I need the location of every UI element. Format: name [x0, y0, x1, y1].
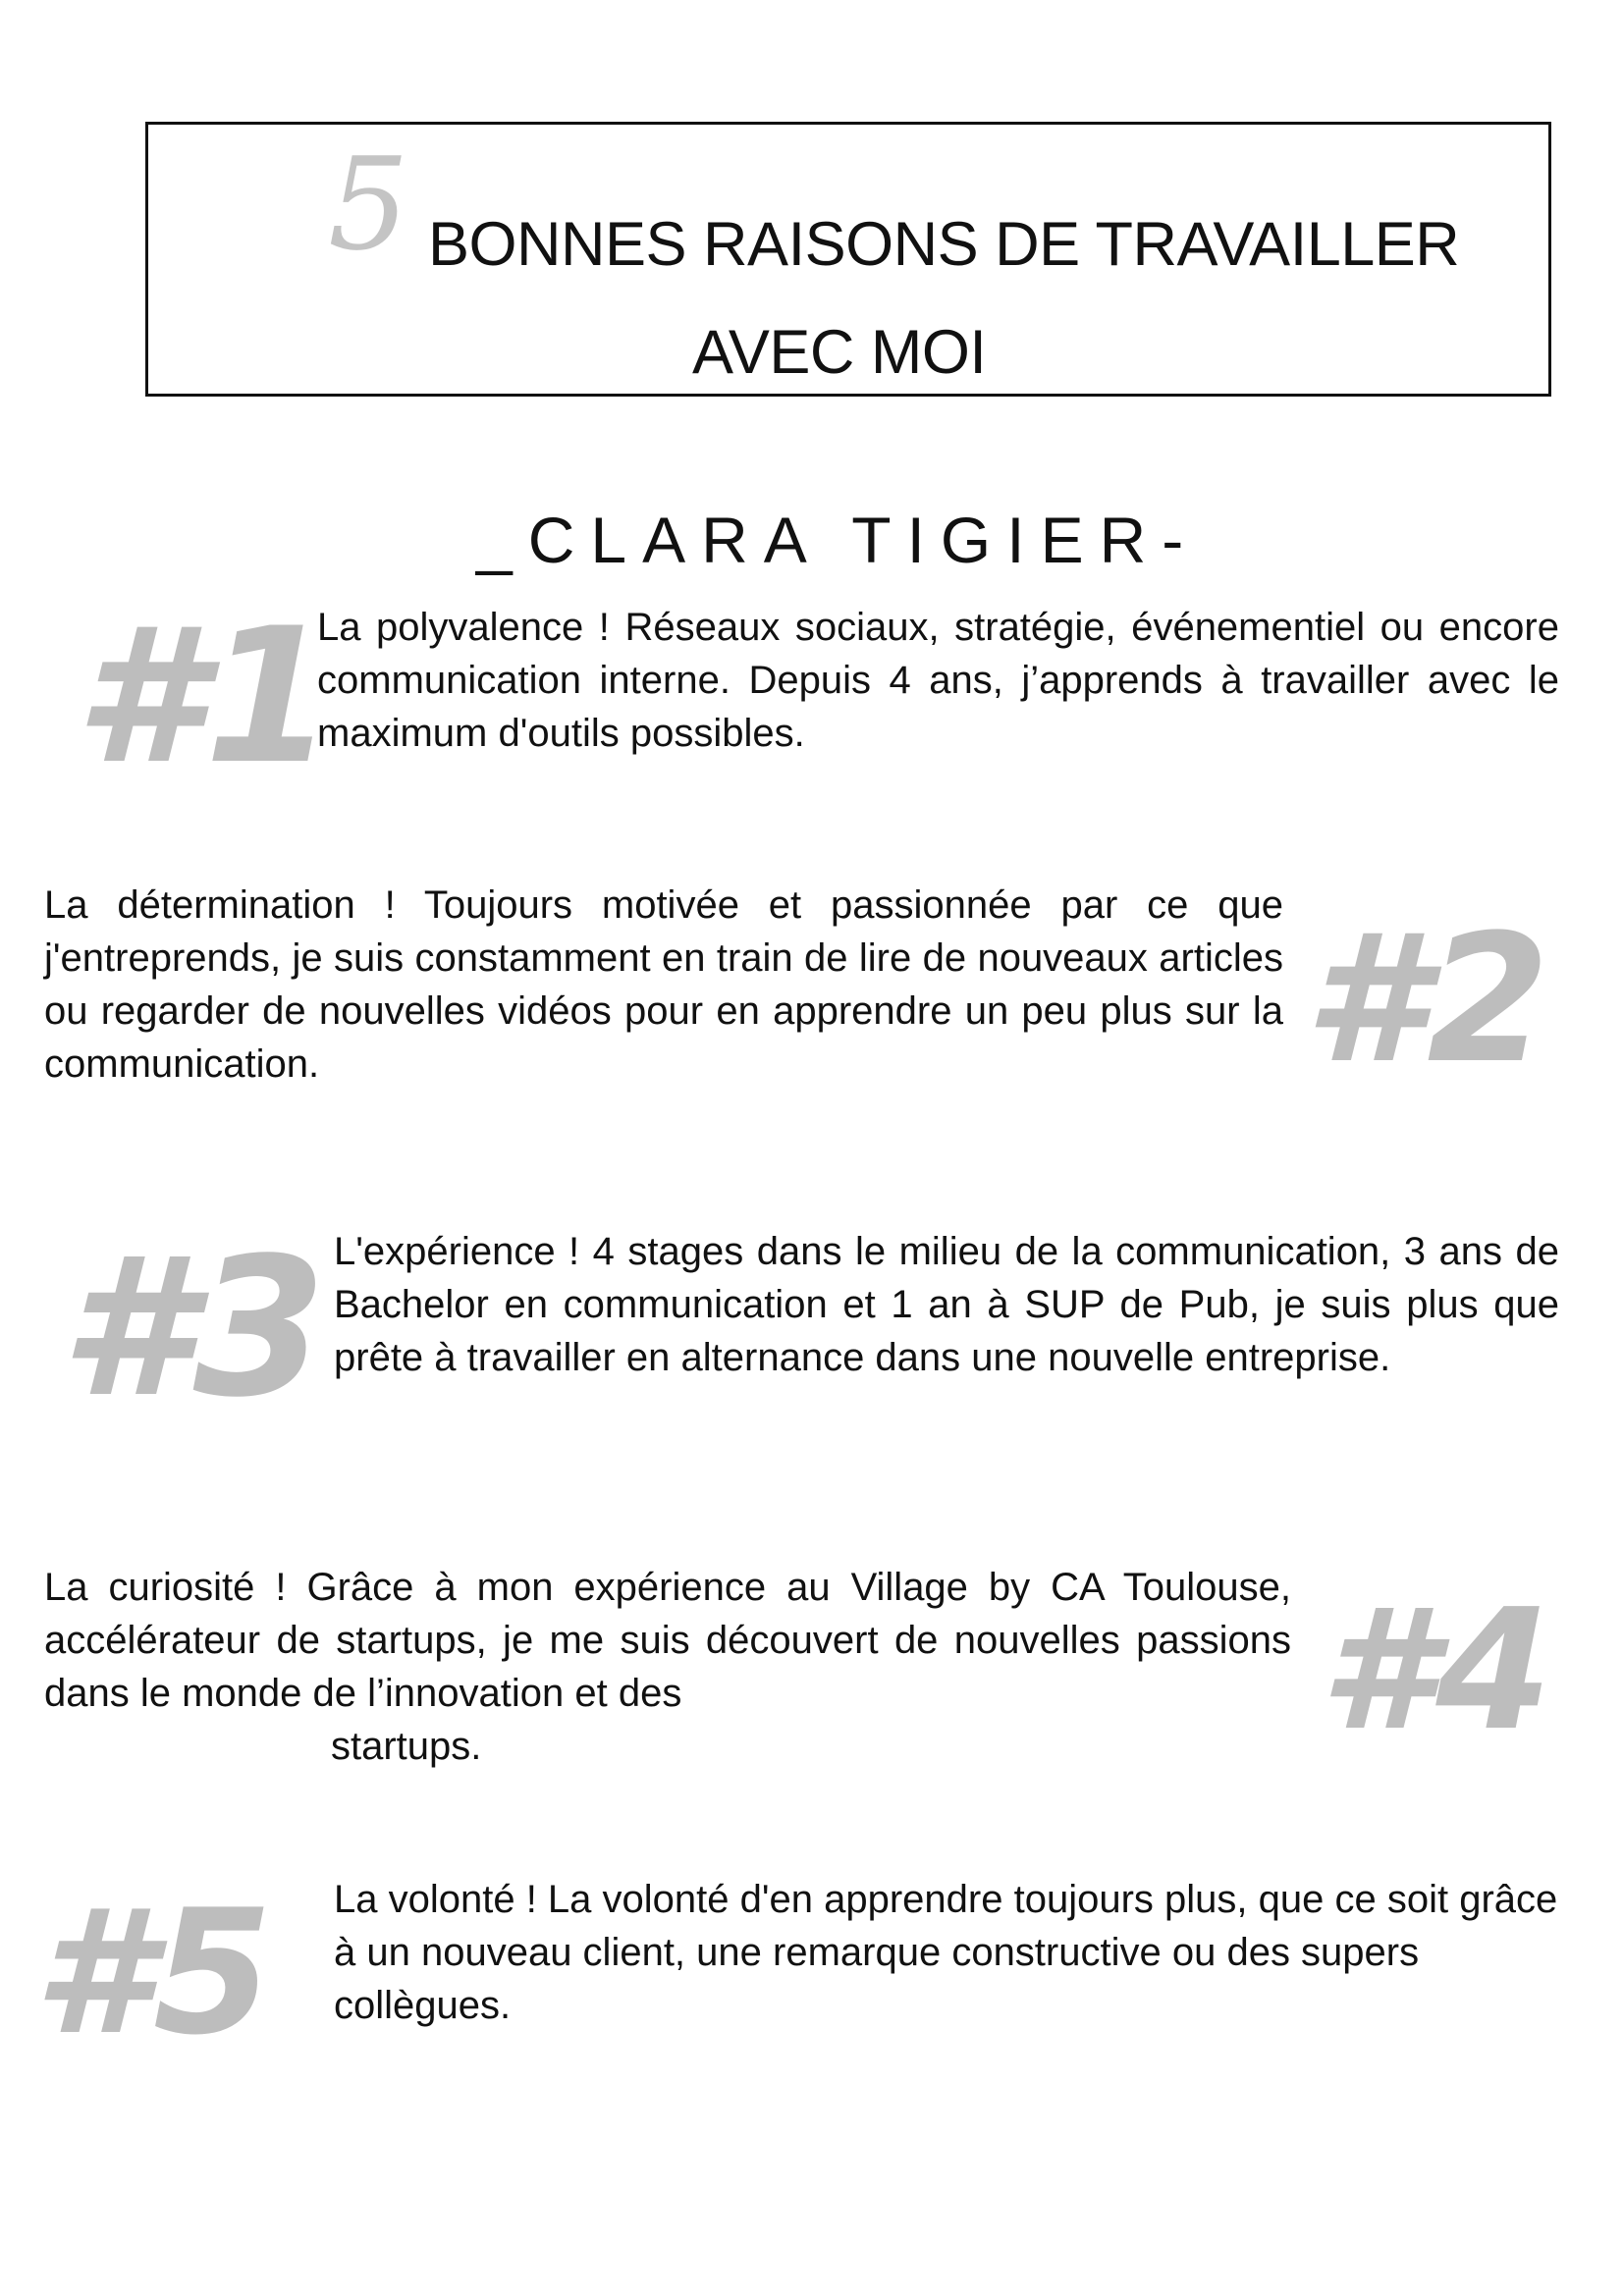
svg-text:#4: #4: [1320, 1574, 1552, 1768]
page-title-line1: BONNES RAISONS DE TRAVAILLER: [428, 210, 1460, 279]
marker-5-icon: [29, 1865, 280, 2073]
reason-5-text: La volonté ! La volonté d'en apprendre toujours plus, que ce soit grâce à un nouveau client, une remarque constructive ou des supers collègues.: [334, 1878, 1558, 2027]
svg-text:#3: #3: [60, 1216, 327, 1439]
page-title-line2: AVEC MOI: [692, 318, 987, 387]
reason-4-block: [44, 1561, 1291, 1773]
marker-3-icon: [54, 1212, 327, 1439]
svg-text:#2: #2: [1304, 897, 1550, 1102]
reason-4-text: La curiosité ! Grâce à mon expérience au Village by CA Toulouse, accélérateur de startups, je me suis découvert de nouvelles passions dans le monde de l’innovation et des: [44, 1566, 1291, 1715]
svg-text:#1: #1: [75, 588, 335, 805]
reason-2-text: La détermination ! Toujours motivée et passionnée par ce que j'entreprends, je suis constamment en train de lire de nouveaux articles ou regarder de nouvelles vidéos pour en apprendre un peu plus sur la communication.: [44, 883, 1283, 1086]
title-box: [145, 122, 1551, 397]
marker-1-icon: [69, 588, 335, 805]
marker-2-icon: [1298, 893, 1602, 1102]
reason-4-text-tail: startups.: [331, 1725, 482, 1768]
five-brush-numeral: [320, 130, 428, 279]
reason-1-text: La polyvalence ! Réseaux sociaux, stratégie, événementiel ou encore communication interne. Depuis 4 ans, j’apprends à travailler avec le maximum d'outils possibles.: [317, 606, 1559, 755]
marker-4-icon: [1316, 1561, 1561, 1768]
five-numeral: 5: [328, 130, 409, 279]
reason-3-text: L'expérience ! 4 stages dans le milieu de la communication, 3 ans de Bachelor en communication et 1 an à SUP de Pub, je suis plus que prête à travailler en alternance dans une nouvelle entreprise.: [334, 1230, 1559, 1379]
svg-text:#5: #5: [33, 1874, 273, 2073]
author-name: _CLARA TIGIER-: [476, 504, 1200, 576]
